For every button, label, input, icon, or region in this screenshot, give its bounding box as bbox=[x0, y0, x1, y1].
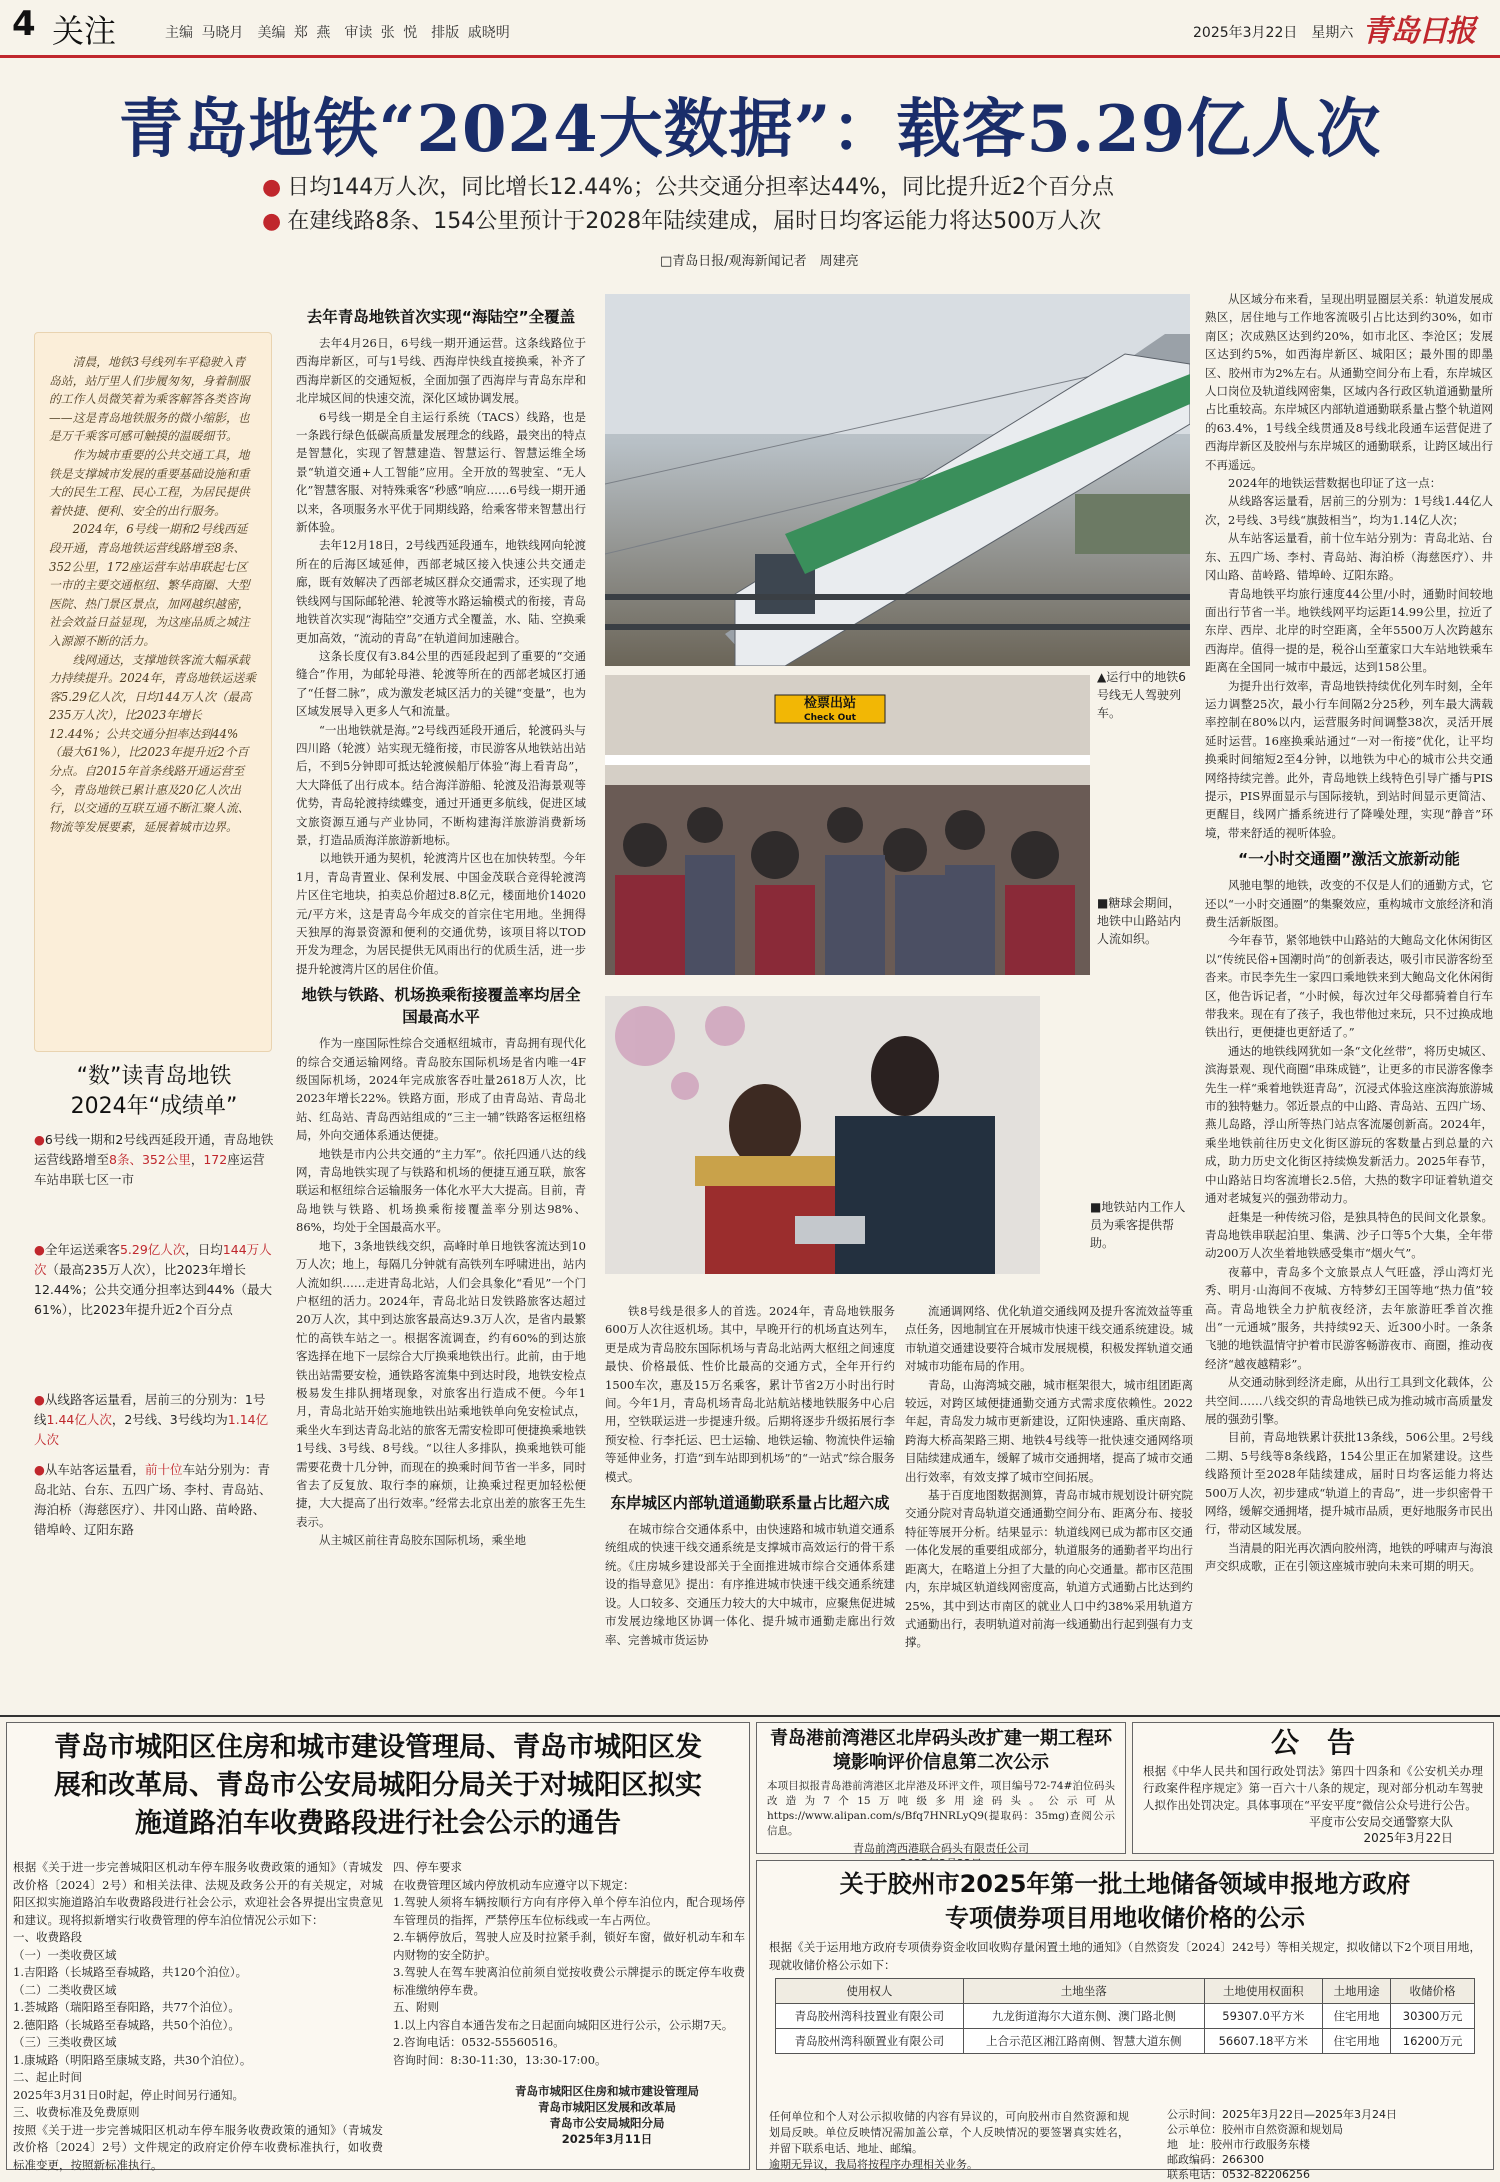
article-paragraph: 夜幕中，青岛多个文旅景点人气旺盛，浮山湾灯光秀、明月·山海间不夜城、方特梦幻王国等地“热力值”较高。青岛地铁全力护航夜经济，去年旅游旺季首次推出“一元通城”服务，共持续92天、近300小时。一条条飞驰的地铁温情守护着市民游客畅游夜市、商圈，推动夜经济“越夜越精彩”。 bbox=[1205, 1264, 1493, 1371]
notice-line: 青岛市城阳区住房和城市建设管理局 bbox=[515, 2084, 699, 2098]
staff-scene bbox=[605, 996, 1040, 1274]
table-cell: 30300万元 bbox=[1391, 2004, 1475, 2029]
notice-line: 2025年3月11日 bbox=[561, 2132, 653, 2146]
table-cell: 青岛胶州湾科颐置业有限公司 bbox=[776, 2029, 964, 2054]
article-paragraph: 去年4月26日，6号线一期开通运营。这条线路位于西海岸新区，可与1号线、西海岸快线直接换乘，补齐了西海岸新区的交通短板，全面加强了西海岸与青岛东岸和北岸城区间的快速交流，深化区域协调发展。 bbox=[296, 336, 586, 406]
article-paragraph: 铁8号线是很多人的首选。2024年，青岛地铁服务600万人次往返机场。其中，早晚开行的机场直达列车，更是成为青岛胶东国际机场与青岛北站两大枢纽之间速度最快、价格最低、性价比最高的交通方式，全年开行约1500车次，惠及15万名乘客，累计节省2万小时出行时间。今年1月，青岛机场青岛北站航站楼地铁服务中心启用，空铁联运进一步提速升级。后期将逐步升级拓展行李预安检、行李托运、巴士运输、地铁运输、物流快件运输等延伸业务，打造“到车站即到机场”的“一站式”综合服务模式。 bbox=[605, 1304, 895, 1484]
article-paragraph: 通达的地铁线网犹如一条“文化丝带”，将历史城区、滨海景观、现代商圈“串珠成链”，让更多的市民游客像李先生一样“乘着地铁逛青岛”，沉浸式体验这座滨海旅游城市的独特魅力。邻近景点的中山路、青岛站、五四广场、燕儿岛路，浮山所等热门站点客流屡创新高。2024年，乘坐地铁前往历史文化街区游玩的客数量占到总量的六成，助力历史文化街区持续焕发新活力。2025年春节，中山路站日均客流增长2.5倍，大热的数字印证着轨道交通对老城复兴的强劲带动力。 bbox=[1205, 1043, 1493, 1206]
article-column-4 bbox=[1205, 290, 1493, 1576]
notice-column-a bbox=[13, 1859, 383, 2174]
deck-line-1: ● 日均144万人次，同比增长12.44%；公共交通分担率达44%，同比提升近2个百分点 bbox=[262, 175, 1114, 200]
editor-credits: 主编 马晓月 美编 郑 燕 审读 张 悦 排版 戚晓明 bbox=[165, 25, 510, 41]
table-cell: 59307.0平方米 bbox=[1204, 2004, 1322, 2029]
photo-staff-helping bbox=[605, 996, 1040, 1274]
bullet-icon: ● bbox=[34, 1462, 45, 1477]
notice-line: （二）二类收费区域 bbox=[13, 1982, 117, 1997]
databox-item: ●全年运送乘客5.29亿人次，日均144万人次（最高235万人次），比2023年增长12.44%；公共交通分担率达到44%（最大61%），比2023年提升近2个百分点 bbox=[34, 1242, 272, 1317]
notice-line: 1.吉阳路（长城路至春城路，共120个泊位）。 bbox=[13, 1965, 248, 1979]
notice-title: 青岛港前湾港区北岸码头改扩建一期工程环境影响评价信息第二次公示 bbox=[770, 1728, 1112, 1773]
subhead-3: 东岸城区内部轨道通勤联系量占比超六成 bbox=[610, 1494, 890, 1513]
article-paragraph: 从线路客运量看，居前三的分别为：1号线1.44亿人次，2号线、3号线“旗鼓相当”，均为1.14亿人次； bbox=[1205, 494, 1493, 527]
article-paragraph: 地铁是市内公共交通的“主力军”。依托四通八达的线网，青岛地铁实现了与铁路和机场的便捷互通互联，旅客联运和枢纽综合运输服务一体化水平大大提高。目前，青岛地铁与铁路、机场换乘衔接覆盖率分别达98%、86%，均处于全国最高水平。 bbox=[296, 1146, 586, 1235]
triangle-icon: ▲ bbox=[1097, 670, 1107, 684]
article-column-1 bbox=[296, 300, 586, 1550]
photo-station-crowd bbox=[605, 675, 1090, 975]
table-cell: 九龙街道海尔大道东侧、澳门路北侧 bbox=[963, 2004, 1204, 2029]
notice-signature: 平度市公安局交通警察大队 2025年3月22日 bbox=[1308, 1815, 1453, 1845]
notice-line: 1.荟城路（瑞阳路至春阳路，共77个泊位）。 bbox=[13, 2000, 240, 2014]
notice-line: 青岛市城阳区发展和改革局 bbox=[538, 2100, 676, 2114]
notice-line: 1.以上内容自本通告发布之日起面向城阳区进行公示，公示期7天。 bbox=[393, 2017, 734, 2032]
article-paragraph: 赶集是一种传统习俗，是独具特色的民间文化景象。青岛地铁串联起泊里、集满、沙子口等5个大集，全年带动200万人次坐着地铁感受集市“烟火气”。 bbox=[1205, 1209, 1493, 1261]
notice-line: 青岛市公安局城阳分局 bbox=[549, 2116, 665, 2130]
bullet-icon: ● bbox=[34, 1242, 45, 1257]
table-cell: 住宅用地 bbox=[1322, 2004, 1390, 2029]
check-out-sign: 检票出站 Check Out bbox=[803, 696, 856, 723]
notice-line: 2.车辆停放后，驾驶人应及时拉紧手刹，锁好车窗，做好机动车和车内财物的安全防护。 bbox=[393, 1930, 745, 1962]
byline: □青岛日报/观海新闻记者 周建亮 bbox=[660, 254, 859, 269]
photo-metro-train bbox=[605, 294, 1190, 666]
table-header: 土地坐落 bbox=[963, 1979, 1204, 2004]
databox-item: ●从线路客运量看，居前三的分别为：1号线1.44亿人次，2号线、3号线均为1.14亿人次 bbox=[34, 1392, 269, 1447]
notice-line: 根据《关于进一步完善城阳区机动车停车服务收费政策的通知》（青城发改价格〔2024〕2号）和相关法律、法规及政务公开的有关规定，对城阳区拟实施道路泊车收费路段进行社会公示，欢迎社会各界提出宝贵意见和建议。现将拟新增实行收费管理的停车泊位情况公示如下： bbox=[13, 1860, 383, 1927]
contact-line: 联系电话：0532-82206256 bbox=[1167, 2168, 1310, 2181]
sidebar-paragraph: 作为城市重要的公共交通工具，地铁是支撑城市发展的重要基础设施和重大的民生工程、民心工程，为居民提供着快捷、便利、安全的出行服务。 bbox=[49, 447, 250, 518]
newspaper-logo: 青岛日报 bbox=[1362, 14, 1474, 49]
notice-intro: 根据《关于运用地方政府专项债券资金收回收购存量闲置土地的通知》（自然资发〔2024〕242号）等相关规定，拟收储以下2个项目用地，现就收储价格公示如下： bbox=[769, 1940, 1481, 1972]
article-paragraph: 去年12月18日，2号线西延段通车，地铁线网向轮渡所在的后海区域延伸，西部老城区接入快速公共交通走廊，既有效解决了西部老城区群众交通需求，还实现了地铁线网与国际邮轮港、轮渡等水路运输模式的衔接，青岛地铁首次实现“海陆空”交通方式全覆盖，水、陆、空换乘更加高效，“流动的青岛”在轨道间加速融合。 bbox=[296, 538, 586, 645]
article-paragraph: 流通调网络、优化轨道交通线网及提升客流效益等重点任务，因地制宜在开展城市快速干线交通系统建设。城市轨道交通建设要符合城市发展规模，积极发挥轨道交通对城市功能布局的作用。 bbox=[905, 1304, 1193, 1374]
subhead-4: “一小时交通圈”激活文旅新动能 bbox=[1238, 850, 1460, 869]
article-paragraph: 为提升出行效率，青岛地铁持续优化列车时刻，全年运力调整25次，最小行车间隔2分25秒，列车最大满载率控制在80%以内，运营服务时间调整38次，灵活开展延时运营。16座换乘站通过“一对一衔接”优化，让平均换乘时间缩短2至4分钟，以地铁为中心的城市公共交通网络持续完善。此外，青岛地铁上线特色引导广播与PIS提示，PIS界面显示与国际接轨，到站时间显示更简洁、更醒目，线网广播系统进行了降噪处理，实现“静音”环境，带来舒适的视听体验。 bbox=[1205, 678, 1493, 840]
notice-title: 关于胶州市2025年第一批土地储备领域申报地方政府专项债券项目用地收储价格的公示 bbox=[839, 1870, 1411, 1932]
caption-staff: ■地铁站内工作人员为乘客提供帮助。 bbox=[1090, 1200, 1186, 1250]
contact-line: 邮政编码：266300 bbox=[1167, 2153, 1264, 2166]
section-divider bbox=[0, 1715, 1500, 1717]
table-header: 土地使用权面积 bbox=[1204, 1979, 1322, 2004]
caption-crowd: ■糖球会期间，地铁中山路站内人流如织。 bbox=[1097, 896, 1182, 946]
headline: 青岛地铁“2024大数据”：载客5.29亿人次 bbox=[118, 92, 1382, 167]
bullet-icon: ● bbox=[34, 1392, 45, 1407]
notice-line: 2.咨询电话：0532-55560516。 bbox=[393, 2035, 565, 2049]
table-cell: 56607.18平方米 bbox=[1204, 2029, 1322, 2054]
section-name: 关注 bbox=[52, 12, 117, 50]
notice-text: 根据《中华人民共和国行政处罚法》第四十四条和《公安机关办理行政案件程序规定》第一百六十八条的规定，现对部分机动车驾驶人拟作出处罚决定。具体事项在“平安平度”微信公众号进行公告。 bbox=[1143, 1764, 1483, 1812]
table-cell: 住宅用地 bbox=[1322, 2029, 1390, 2054]
table-row bbox=[776, 2004, 1475, 2029]
table-row bbox=[776, 2029, 1475, 2054]
article-paragraph: 地下，3条地铁线交织，高峰时单日地铁客流达到10万人次；地上，每隔几分钟就有高铁列车呼啸进出，站内人流如织……走进青岛北站，人们会具象化“看见”一个门户枢纽的活力。2024年，青岛北站日发铁路旅客达超过20万人次，其中到达旅客最高达9.3万人次，是省内最繁忙的高铁车站之一。根据客流调查，约有60%的到达旅客选择在地下一层综合大厅换乘地铁出行。此前，由于地铁出站需要安检，通铁路客流集中到达时段，地铁安检点极易发生排队拥堵现象，对旅客出行造成不便。今年1月，青岛北站开始实施地铁出站乘地铁单向免安检试点，乘坐火车到达青岛北站的旅客无需安检即可便捷换乘地铁1号线、3号线、8号线。“以往人多排队，换乘地铁可能需要花费十几分钟，而现在的换乘时间节省一半多，同时省去了反复放、取行李的麻烦，让换乘过程更加轻松便捷，大大提高了出行效率。”经常去北京出差的旅客王先生表示。 bbox=[296, 1238, 586, 1529]
article-paragraph: 从交通动脉到经济走廊，从出行工具到文化载体，公共空间……八线交织的青岛地铁已成为推动城市高质量发展的强劲引擎。 bbox=[1205, 1375, 1493, 1426]
databox-title: “数”读青岛地铁 2024年“成绩单” bbox=[70, 1064, 238, 1119]
contact-line: 公示时间：2025年3月22日—2025年3月24日 bbox=[1167, 2108, 1397, 2121]
article-paragraph: 6号线一期是全自主运行系统（TACS）线路，也是一条践行绿色低碳高质量发展理念的线路，最突出的特点是智慧化，实现了智慧建造、智慧运行、智慧运维全场景“轨道交通+人工智能”应用。全开放的驾驶室、“无人化”智慧客服、对特殊乘客“秒感”响应……6号线一期开通以来，各项服务水平优于同期线路，给乘客带来智慧出行新体验。 bbox=[296, 409, 586, 535]
article-paragraph: 基于百度地图数据测算，青岛市城市规划设计研究院交通分院对青岛轨道交通通勤空间分布、距离分布、接驳特征等展开分析。结果显示：轨道线网已成为都市区交通一体化发展的重要组成部分，轨道服务的通勤者平均出行距离大，在略道上分担了大量的向心交通量。都市区范围内，东岸城区轨道线网密度高，轨道方式通勤占比达到约25%，其中到达市南区的就业人口中约38%采用轨道方式通勤出行，表明轨道对前海一线通勤出行起到强有力支撑。 bbox=[905, 1488, 1193, 1650]
sidebar-paragraph: 清晨，地铁3号线列车平稳驶入青岛站，站厅里人们步履匆匆，身着制服的工作人员微笑着为乘客解答各类咨询——这是青岛地铁服务的微小缩影，也是万千乘客可感可触摸的温暖细节。 bbox=[49, 355, 250, 444]
square-icon: ■ bbox=[1090, 1200, 1102, 1214]
notice-column-b bbox=[393, 1859, 745, 2069]
contact-line: 公示单位：胶州市自然资源和规划局 bbox=[1167, 2123, 1343, 2136]
article-paragraph: 目前，青岛地铁累计获批13条线，506公里。2号线二期、5号线等8条线路，154公里正在加紧建设。这些线路预计至2028年陆续建成，届时日均客运能力将达500万人次，初步建成“轨道上的青岛”，进一步织密骨干网络，缓解交通拥堵，提升城市品质，更好地服务市民出行，带动区域发展。 bbox=[1205, 1430, 1493, 1537]
notice-line: 1.康城路（明阳路至康城支路，共30个泊位）。 bbox=[13, 2052, 252, 2067]
notice-line: 四、停车要求 bbox=[393, 1860, 462, 1874]
notice-line: 按照《关于进一步完善城阳区机动车停车服务收费政策的通知》（青城发改价格〔2024〕2号）文件规定的政府定价停车收费标准执行，如收费标准变更，按照新标准执行。 bbox=[13, 2122, 383, 2172]
notice-line: （一）一类收费区域 bbox=[13, 1947, 117, 1962]
sidebar-paragraph: 线网通达，支撑地铁客流大幅承载力持续提升。2024年，青岛地铁运送乘客5.29亿人次，日均144万人次（最高235万人次），比2023年增长12.44%；公共交通分担率达到44%（最大61%），比2023年提升近2个百分点。自2015年首条线路开通运营至今，青岛地铁已累计惠及20亿人次出行，以交通的互联互通不断汇聚人流、物流等发展要素，延展着城市边界。 bbox=[49, 652, 256, 834]
article-paragraph: 青岛，山海湾城交融，城市框架很大，城市组团距离较远，对跨区域便捷通勤交通方式需求度依赖性。2022年起，青岛发力城市更新建设，辽阳快速路、重庆南路、跨海大桥高架路三期、地铁4号线等一批快速交通网络项目陆续建成通车，缓解了城市交通拥堵，提高了城市交通出行效率，有效支撑了城市空间拓展。 bbox=[905, 1377, 1193, 1484]
subhead-1: 去年青岛地铁首次实现“海陆空”全覆盖 bbox=[306, 308, 576, 326]
notice-line: 2.德阳路（长城路至春城路，共50个泊位）。 bbox=[13, 2017, 240, 2032]
notice-land-reserve bbox=[756, 1860, 1494, 2181]
article-paragraph: 2024年的地铁运营数据也印证了这一点： bbox=[1228, 476, 1442, 491]
notice-line: 1.驾驶人须将车辆按顺行方向有序停入单个停车泊位内，配合现场停车管理员的指挥，严禁停压车位标线或一车占两位。 bbox=[393, 1895, 745, 1927]
article-paragraph: 以地铁开通为契机，轮渡湾片区也在加快转型。今年1月，青岛青置业、保利发展、中国金茂联合竞得轮渡湾片区住宅地块，拍卖总价超过8.8亿元，楼面地价14020元/平方米，这是青岛今年成交的首宗住宅用地。坐拥得天独厚的海景资源和便利的交通优势，该项目将以TOD开发为理念，为居民提供无风雨出行的优质生活，进一步提升轮渡湾片区的居住价值。 bbox=[296, 851, 586, 976]
table-cell: 青岛胶州湾科技置业有限公司 bbox=[776, 2004, 964, 2029]
notice-line: 二、起止时间 bbox=[13, 2070, 82, 2084]
table-header: 土地用途 bbox=[1322, 1979, 1390, 2004]
notice-text: 本项目拟报青岛港前湾港区北岸港及环评文件，项目编号72-74#泊位码头改造为7个15万吨级多用途码头。公示可从https://www.alipan.com/s/Bfq7HNRLyQ9(提取码：35mg)查阅公示信息。 bbox=[767, 1780, 1115, 1837]
article-paragraph: 从车站客运量看，前十位车站分别为：青岛北站、台东、五四广场、李村、青岛站、海泊桥（海慈医疗）、井冈山路、苗岭路、错埠岭、辽阳东路。 bbox=[1205, 531, 1493, 583]
article-paragraph: 今年春节，紧邻地铁中山路站的大鲍岛文化休闲街区以“传统民俗+国潮时尚”的创新表达，吸引市民游客纷至沓来。市民李先生一家四口乘地铁来到大鲍岛文化休闲街区，他告诉记者，“小时候，每次过年父母都骑着自行车带我来。现在有了孩子，我也带他过来玩，只不过换成地铁出行，更便捷也更舒适了。” bbox=[1205, 933, 1493, 1040]
notice-line: （三）三类收费区域 bbox=[13, 2035, 117, 2049]
notice-line: 2025年3月31日0时起，停止时间另行通知。 bbox=[13, 2087, 245, 2102]
notice-objection-text: 任何单位和个人对公示拟收储的内容有异议的，可向胶州市自然资源和规划局反映。单位反映情况需加盖公章，个人反映情况的要签署真实姓名，并留下联系电话、地址、邮编。 逾期无异议，我局将按程序办理相关业务。 bbox=[769, 2110, 1129, 2171]
article-column-2 bbox=[605, 1302, 895, 1649]
databox-item: ●6号线一期和2号线西延段开通，青岛地铁运营线路增至8条、352公里，172座运营车站串联七区一市 bbox=[34, 1132, 274, 1187]
article-paragraph: 风驰电掣的地铁，改变的不仅是人们的通勤方式，它还以“一小时交通圈”的集聚效应，重构城市文旅经济和消费生活新版图。 bbox=[1205, 878, 1493, 929]
notice-port-eia bbox=[756, 1722, 1126, 1854]
table-cell: 上合示范区湘江路南侧、智慧大道东侧 bbox=[963, 2029, 1204, 2054]
contact-line: 地 址：胶州市行政服务东楼 bbox=[1167, 2138, 1310, 2151]
notice-line: 3.驾驶人在驾车驶离泊位前须自觉按收费公示牌提示的既定停车收费标准缴纳停车费。 bbox=[393, 1965, 745, 1997]
article-paragraph: 从区域分布来看，呈现出明显圈层关系：轨道发展成熟区，居住地与工作地客流吸引占比达到约30%，如市南区；次成熟区达到约20%，如市北区、李沧区；发展区达到约5%，如西海岸新区、城阳区；最外围的即墨区、胶州市为2%左右。从通勤空间分布上看，东岸城区人口岗位及轨道线网密集，区域内各行政区轨道通勤量所占比重较高。东岸城区内部轨道通勤联系量占整个轨道网的63.4%，1号线全线贯通及8号线北段通车运营促进了西海岸新区及胶州与东岸城区的通勤联系，让跨区域出行不再遥远。 bbox=[1205, 292, 1493, 472]
databox-item: ●从车站客运量看，前十位车站分别为：青岛北站、台东、五四广场、李村、青岛站、海泊桥（海慈医疗）、井冈山路、苗岭路、错埠岭、辽阳东路 bbox=[34, 1462, 272, 1537]
deck-line-2: ● 在建线路8条、154公里预计于2028年陆续建成，届时日均客运能力将达500万人次 bbox=[262, 209, 1102, 234]
intro-sidebar bbox=[34, 332, 272, 1052]
page-number: 4 bbox=[12, 4, 36, 44]
bullet-icon: ● bbox=[34, 1132, 45, 1147]
notice-signature: 青岛前湾西港联合码头有限责任公司 bbox=[853, 1842, 1029, 1855]
notice-line: 在收费管理区域内停放机动车应遵守以下规定： bbox=[393, 1877, 635, 1892]
article-paragraph: 青岛地铁平均旅行速度44公里/小时，通勤时间较地面出行节省一半。地铁线网平均运距14.99公里，拉近了东岸、西岸、北岸的时空距离，全年5500万人次跨越东西海岸。值得一提的是，税谷山至董家口大车站地铁乘车距离在全国同一城市中最远，达到158公里。 bbox=[1205, 586, 1493, 675]
bullet-icon: ● bbox=[262, 209, 282, 234]
article-paragraph: 作为一座国际性综合交通枢纽城市，青岛拥有现代化的综合交通运输网络。青岛胶东国际机场是省内唯一4F级国际机场，2024年完成旅客吞吐量2618万人次，比2023年增长22%。铁路方面，形成了由青岛站、青岛北站、红岛站、青岛西站组成的“三主一辅”铁路客运枢纽格局，外向交通体系通达便捷。 bbox=[296, 1036, 586, 1143]
caption-train: ▲运行中的地铁6号线无人驾驶列车。 bbox=[1097, 670, 1186, 720]
table-header: 收储价格 bbox=[1391, 1979, 1475, 2004]
table-cell: 16200万元 bbox=[1391, 2029, 1475, 2054]
square-icon: ■ bbox=[1097, 896, 1109, 910]
article-paragraph: 在城市综合交通体系中，由快速路和城市轨道交通系统组成的快速干线交通系统是支撑城市高效运行的骨干系统。《庄房城乡建设部关于全面推进城市综合交通体系建设的指导意见》提出：有序推进城市快速干线交通系统建设。人口较多、交通压力较大的大中城市，应聚焦促进城市发展边缘地区协调一体化、提升城市通勤走廊出行效率、完善城市货运协 bbox=[605, 1522, 895, 1647]
notice-line: 一、收费路段 bbox=[13, 1930, 82, 1944]
table-header: 使用权人 bbox=[776, 1979, 964, 2004]
notice-contact-info bbox=[1167, 2107, 1487, 2182]
notice-police-announcement bbox=[1132, 1722, 1494, 1854]
subhead-2: 地铁与铁路、机场换乘衔接覆盖率均居全国最高水平 bbox=[301, 986, 581, 1027]
land-price-table bbox=[775, 1978, 1475, 2054]
notice-parking-fees bbox=[6, 1722, 750, 2170]
article-paragraph: “一出地铁就是海。”2号线西延段开通后，轮渡码头与四川路（轮渡）站实现无缝衔接，市民游客从地铁站出站后，不到5分钟即可抵达轮渡候船厅体验“海上看青岛”，大大降低了出行成本。结合海洋游船、轮渡及沿海景观等优势，青岛轮渡持续蝶变，通过开通更多航线，促进区域文旅资源互通与产业协同，不断构建海洋旅游消费新场景，打造品质海洋旅游新地标。 bbox=[296, 722, 586, 847]
article-paragraph: 这条长度仅有3.84公里的西延段起到了重要的“交通缝合”作用，为邮轮母港、轮渡等所在的西部老城区打通了“任督二脉”，成为激发老城区活力的关键“变量”，也为区域发展导入更多人气和流量。 bbox=[296, 648, 586, 719]
bullet-icon: ● bbox=[262, 175, 282, 200]
page-header bbox=[0, 0, 1500, 58]
notice-line: 五、附则 bbox=[393, 2000, 439, 2014]
notice-line: 咨询时间：8:30-11:30，13:30-17:00。 bbox=[393, 2052, 607, 2067]
notice-title: 青岛市城阳区住房和城市建设管理局、青岛市城阳区发展和改革局、青岛市公安局城阳分局关于对城阳区拟实施道路泊车收费路段进行社会公示的通告 bbox=[54, 1732, 702, 1839]
notice-title: 公 告 bbox=[1270, 1726, 1355, 1759]
article-paragraph: 从主城区前往青岛胶东国际机场，乘坐地 bbox=[319, 1533, 526, 1548]
article-paragraph: 当清晨的阳光再次洒向胶州湾，地铁的呼啸声与海浪声交织成歌，正在引领这座城市驶向未来可期的明天。 bbox=[1205, 1540, 1493, 1574]
article-column-3 bbox=[905, 1302, 1193, 1652]
notice-line: 三、收费标准及免费原则 bbox=[13, 2105, 140, 2119]
sidebar-paragraph: 2024年，6号线一期和2号线西延段开通，青岛地铁运营线路增至8条、352公里，172座运营车站串联起七区一市的主要交通枢纽、繁华商圈、大型医院、热门景区景点，加网越织越密，社会效益日益显现，为这座品质之城注入源源不断的活力。 bbox=[49, 522, 250, 648]
train-scene bbox=[605, 294, 1190, 666]
notice-signature bbox=[477, 2083, 737, 2147]
issue-date: 2025年3月22日 星期六 bbox=[1193, 25, 1354, 41]
